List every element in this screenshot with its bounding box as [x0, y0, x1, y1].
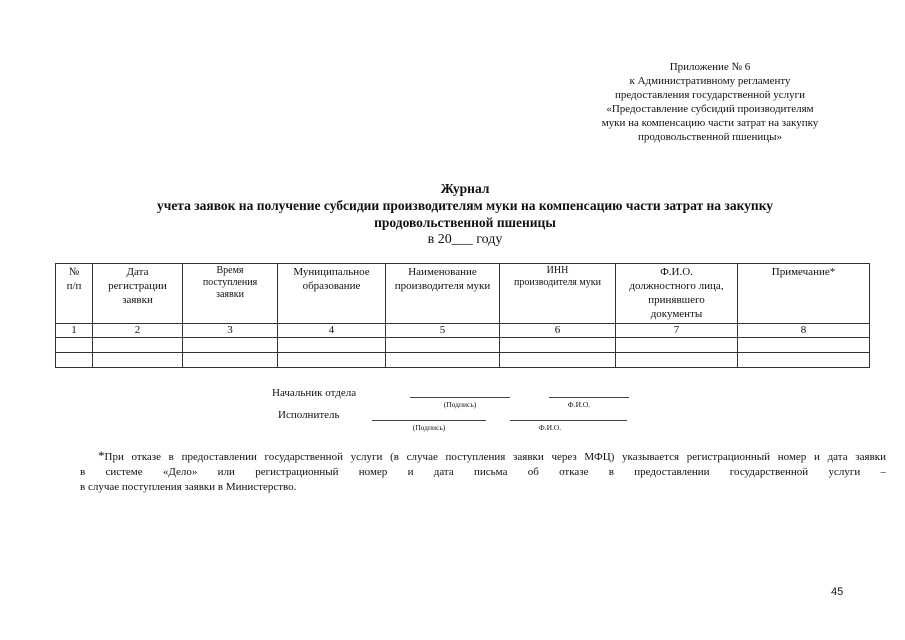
- header-line: п/п: [66, 280, 82, 292]
- chief-signature-line: [410, 397, 510, 398]
- header-line: документы: [650, 308, 703, 320]
- table-cell: [500, 353, 616, 368]
- appendix-line: муки на компенсацию части затрат на закупку: [601, 117, 819, 129]
- year-line: в 20___ году: [427, 232, 503, 247]
- appendix-header: [560, 60, 860, 144]
- chief-label: Начальник отдела: [272, 387, 357, 399]
- document-title: Журнал: [440, 181, 490, 196]
- column-header-reg-date: [93, 264, 183, 324]
- column-number: 2: [93, 324, 183, 338]
- header-line: Ф.И.О.: [660, 266, 693, 278]
- table-cell: [616, 353, 738, 368]
- table-cell: [93, 338, 183, 353]
- document-subtitle-line2: продовольственной пшеницы: [374, 215, 556, 230]
- footnote-text: При отказе в предоставлении государственной услуги (в случае поступления заявки через МФЦ) указывается регистрационный номер и дата заявки: [104, 451, 886, 463]
- executor-label: Исполнитель: [278, 409, 340, 421]
- header-line: Наименование: [408, 266, 477, 278]
- table-cell: [386, 338, 500, 353]
- footnote-line: [80, 448, 886, 465]
- column-number: 6: [500, 324, 616, 338]
- table-cell: [183, 338, 278, 353]
- column-number: 3: [183, 324, 278, 338]
- chief-name-caption: Ф.И.О.: [567, 400, 591, 409]
- table-row: [56, 338, 870, 353]
- column-number: 4: [278, 324, 386, 338]
- footnote-line: в случае поступления заявки в Министерство.: [80, 481, 297, 493]
- table-cell: [56, 353, 93, 368]
- header-line: поступления: [202, 277, 258, 288]
- appendix-line: Приложение № 6: [669, 61, 751, 73]
- executor-name-line: [510, 420, 627, 421]
- executor-signature-caption: (Подпись): [412, 423, 446, 432]
- header-line: Муниципальное: [293, 266, 370, 278]
- table-cell: [183, 353, 278, 368]
- appendix-line: к Административному регламенту: [629, 75, 791, 87]
- appendix-line: предоставления государственной услуги: [614, 89, 806, 101]
- table-cell: [278, 353, 386, 368]
- footnote-line: в системе «Дело» или регистрационный номер и дата письма об отказе в предоставлении государственной услуги –: [80, 466, 886, 478]
- table-cell: [500, 338, 616, 353]
- table-cell: [616, 338, 738, 353]
- table-cell: [738, 353, 870, 368]
- header-line: ИНН: [546, 265, 569, 276]
- column-number: 5: [386, 324, 500, 338]
- header-line: Примечание*: [771, 266, 836, 278]
- column-header-arrival-time: [183, 264, 278, 324]
- header-line: Время: [216, 265, 244, 276]
- header-line: образование: [302, 280, 361, 292]
- header-line: производителя муки: [514, 277, 601, 288]
- chief-name-line: [549, 397, 629, 398]
- page-number: 45: [831, 586, 844, 598]
- column-header-official-name: [616, 264, 738, 324]
- column-numbers-row: [56, 324, 870, 338]
- header-line: регистрации: [108, 280, 167, 292]
- executor-signature-line: [372, 420, 486, 421]
- table-cell: [278, 338, 386, 353]
- appendix-line: продовольственной пшеницы»: [637, 131, 783, 143]
- column-header-municipality: [278, 264, 386, 324]
- header-line: №: [68, 266, 80, 278]
- column-header-inn: [500, 264, 616, 324]
- table-row: [56, 353, 870, 368]
- chief-signature-caption: (Подпись): [443, 400, 477, 409]
- table-cell: [738, 338, 870, 353]
- document-heading: [60, 180, 870, 248]
- table-cell: [56, 338, 93, 353]
- column-number: 8: [738, 324, 870, 338]
- column-number: 1: [56, 324, 93, 338]
- executor-name-caption: Ф.И.О.: [538, 423, 562, 432]
- header-line: заявки: [216, 289, 244, 300]
- table-cell: [93, 353, 183, 368]
- table-header-row: [56, 264, 870, 324]
- document-subtitle-line1: учета заявок на получение субсидии производителям муки на компенсацию части затрат на закупку: [156, 198, 774, 213]
- header-line: принявшего: [648, 294, 705, 306]
- column-header-note: [738, 264, 870, 324]
- header-line: Дата: [126, 266, 149, 278]
- header-line: производителя муки: [394, 280, 491, 292]
- header-line: заявки: [122, 294, 153, 306]
- column-header-producer-name: [386, 264, 500, 324]
- footnote-star: *: [98, 448, 105, 463]
- appendix-line: «Предоставление субсидий производителям: [606, 103, 814, 115]
- column-number: 7: [616, 324, 738, 338]
- journal-table: [55, 263, 870, 368]
- column-header-number: [56, 264, 93, 324]
- header-line: должностного лица,: [629, 280, 724, 292]
- table-cell: [386, 353, 500, 368]
- footnote: [80, 448, 886, 495]
